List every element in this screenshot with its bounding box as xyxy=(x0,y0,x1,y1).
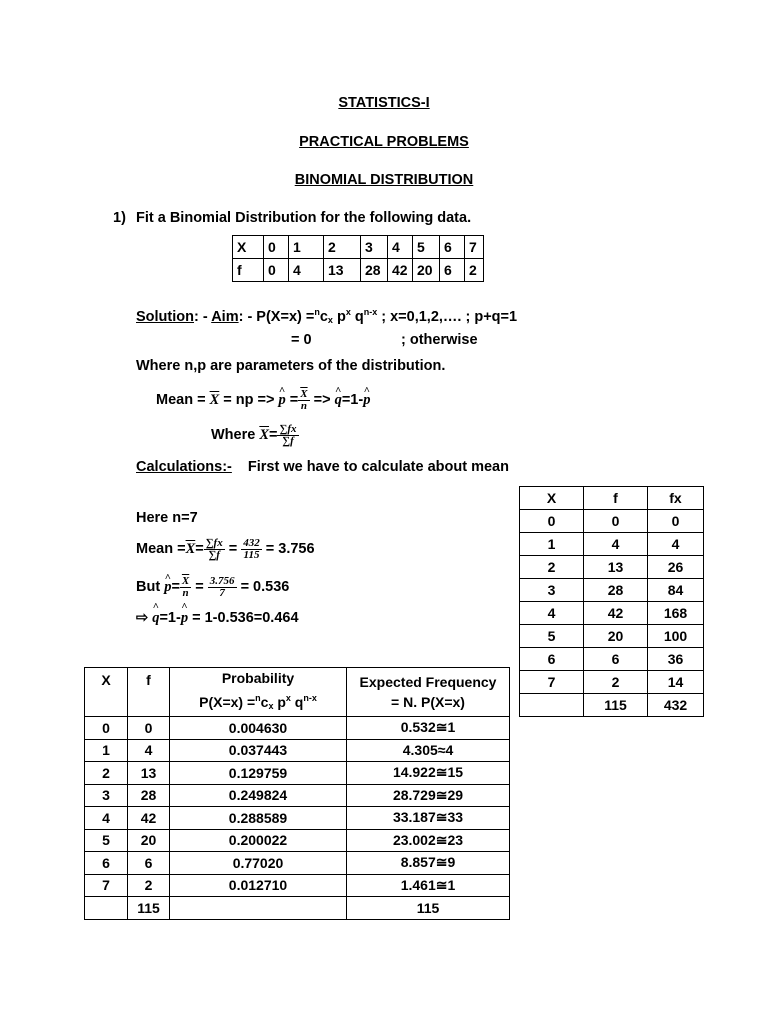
frac-den: 7 xyxy=(219,586,225,599)
f-cell: 0 xyxy=(264,259,289,282)
table-row xyxy=(85,807,510,830)
fx-header-fx: fx xyxy=(648,487,704,510)
x-cell: 2 xyxy=(324,236,361,259)
table-cell: 6 xyxy=(584,648,648,671)
table-row xyxy=(85,829,510,852)
table-cell: 168 xyxy=(648,602,704,625)
aim-formula-start: : - P(X=x) = xyxy=(238,309,315,325)
table-row xyxy=(85,784,510,807)
hp-q: q xyxy=(290,694,304,710)
parameters-text: Where n,p are parameters of the distribution. xyxy=(136,358,446,374)
table-cell: 1.461≅1 xyxy=(347,874,510,897)
p-hat-symbol: ^ p xyxy=(164,569,171,605)
frac-num: ∑fx xyxy=(205,536,223,549)
question-number: 1) xyxy=(113,210,126,226)
calculations-text: First we have to calculate about mean xyxy=(247,459,509,475)
probability-table xyxy=(84,667,510,920)
table-row xyxy=(85,762,510,785)
otherwise-text: ; otherwise xyxy=(401,332,478,348)
hp-px: x xyxy=(285,693,291,703)
q-result: = 1-0.536=0.464 xyxy=(188,610,299,626)
table-cell: 4 xyxy=(584,533,648,556)
table-cell: 0.129759 xyxy=(170,762,347,785)
table-cell: 0 xyxy=(520,510,584,533)
totals-row xyxy=(85,897,510,920)
frac-num: 3.756 xyxy=(209,574,235,587)
mean-label: Mean = xyxy=(156,392,210,408)
mean-eq: = xyxy=(285,392,299,408)
x-cell: 4 xyxy=(388,236,413,259)
table-cell: 3 xyxy=(520,579,584,602)
header-expected-line1: Expected Frequency xyxy=(359,674,497,690)
calculations-line xyxy=(136,459,509,475)
hp-a: P(X=x) = xyxy=(199,694,256,710)
table-row xyxy=(520,510,704,533)
mean-eq: = xyxy=(228,541,238,557)
solution-sep: : - xyxy=(194,309,212,325)
table-cell: 1 xyxy=(85,739,128,762)
where-label: Where xyxy=(211,427,260,443)
x-header: X xyxy=(233,236,264,259)
title-binomial-distribution: BINOMIAL DISTRIBUTION xyxy=(294,172,474,188)
question-text: Fit a Binomial Distribution for the following data. xyxy=(136,210,472,226)
table-cell: 28 xyxy=(128,784,170,807)
sum-fraction xyxy=(204,538,225,561)
here-n-text: Here n=7 xyxy=(136,510,198,526)
table-row xyxy=(233,259,484,282)
f-cell: 42 xyxy=(388,259,413,282)
table-cell: 14.922≅15 xyxy=(347,762,510,785)
table-cell: 7 xyxy=(520,671,584,694)
p-hat-symbol: ^ p xyxy=(279,383,286,417)
f-cell: 28 xyxy=(361,259,388,282)
mean-mid: = np => xyxy=(219,392,279,408)
table-cell: 28.729≅29 xyxy=(347,784,510,807)
table-cell xyxy=(520,694,584,717)
x-cell: 1 xyxy=(289,236,324,259)
table-cell: 5 xyxy=(520,625,584,648)
table-row xyxy=(520,648,704,671)
table-cell: 5 xyxy=(85,829,128,852)
value-fraction xyxy=(241,538,262,561)
sum-fraction xyxy=(277,424,298,447)
xbar-symbol: $\overline{X}$ xyxy=(185,541,196,557)
table-cell: 1 xyxy=(520,533,584,556)
q-calculation xyxy=(136,610,299,627)
p-calculation xyxy=(136,569,289,605)
x-cell: 6 xyxy=(440,236,465,259)
mean-eq-sign: = xyxy=(195,541,204,557)
table-cell: 4 xyxy=(85,807,128,830)
header-probability xyxy=(170,668,347,717)
table-cell: 0.249824 xyxy=(170,784,347,807)
solution-aim-line xyxy=(136,307,517,325)
table-cell: 4 xyxy=(648,533,704,556)
table-cell: 13 xyxy=(128,762,170,785)
table-cell: 4 xyxy=(520,602,584,625)
hp-qx: n-x xyxy=(303,693,317,703)
table-cell: 2 xyxy=(128,874,170,897)
table-row xyxy=(85,717,510,740)
total-f: 115 xyxy=(584,694,648,717)
totals-row xyxy=(520,694,704,717)
header-f: f xyxy=(128,668,170,717)
hp-x: x xyxy=(268,701,274,711)
frac-num: 432 xyxy=(243,536,260,549)
arrow-icon: ⇨ xyxy=(136,610,149,626)
f-cell: 13 xyxy=(324,259,361,282)
table-cell: 2 xyxy=(85,762,128,785)
table-row xyxy=(520,533,704,556)
fx-header-f: f xyxy=(584,487,648,510)
table-cell: 100 xyxy=(648,625,704,648)
q-hat-symbol: ^ q xyxy=(335,383,342,417)
hp-p: p xyxy=(273,694,286,710)
pmf-q: q xyxy=(350,309,364,325)
total-fx: 432 xyxy=(648,694,704,717)
where-eq: = xyxy=(269,427,278,443)
xbar-over-n-fraction xyxy=(180,576,191,599)
mean-result: = 3.756 xyxy=(265,541,315,557)
fx-header-x: X xyxy=(520,487,584,510)
table-cell: 23.002≅23 xyxy=(347,829,510,852)
p-eq-sign: = xyxy=(171,579,180,595)
xbar-symbol: $\overline{X}$ xyxy=(259,427,270,443)
table-row xyxy=(520,487,704,510)
hp-n: n xyxy=(255,693,261,703)
mean-q: =1- xyxy=(341,392,364,408)
total-f: 115 xyxy=(128,897,170,920)
header-probability-line2 xyxy=(170,688,346,716)
pmf-px: x xyxy=(345,307,351,317)
hp-c: c xyxy=(260,694,269,710)
p-result: = 0.536 xyxy=(240,579,290,595)
mean-arrow: => xyxy=(309,392,335,408)
table-row xyxy=(520,579,704,602)
table-cell: 84 xyxy=(648,579,704,602)
frac-num: $\overline{X}$ xyxy=(181,574,190,587)
title-statistics: STATISTICS-I xyxy=(338,95,430,111)
frequency-data-table xyxy=(232,235,484,282)
f-cell: 4 xyxy=(289,259,324,282)
otherwise-eq: = 0 xyxy=(291,332,312,348)
table-cell: 0 xyxy=(85,717,128,740)
table-cell: 42 xyxy=(584,602,648,625)
table-cell: 3 xyxy=(85,784,128,807)
table-row xyxy=(85,874,510,897)
x-cell: 7 xyxy=(465,236,484,259)
table-cell: 8.857≅9 xyxy=(347,852,510,875)
table-cell: 33.187≅33 xyxy=(347,807,510,830)
pmf-x: x xyxy=(327,315,333,325)
table-cell: 20 xyxy=(584,625,648,648)
table-cell: 0 xyxy=(648,510,704,533)
table-row xyxy=(85,739,510,762)
table-cell: 0 xyxy=(128,717,170,740)
frac-den: ∑f xyxy=(282,434,294,447)
frac-num: $\overline{X}$ xyxy=(300,387,308,400)
table-cell: 4.305≈4 xyxy=(347,739,510,762)
xbar-symbol: $\overline{X}$ xyxy=(209,392,220,408)
table-cell: 0.012710 xyxy=(170,874,347,897)
calculations-label: Calculations:- xyxy=(136,459,232,475)
f-cell: 2 xyxy=(465,259,484,282)
frac-num: ∑fx xyxy=(279,422,297,435)
table-cell: 36 xyxy=(648,648,704,671)
x-cell: 0 xyxy=(264,236,289,259)
p-hat-symbol: ^ p xyxy=(363,383,370,417)
but-prefix: But xyxy=(136,579,165,595)
total-expected: 115 xyxy=(347,897,510,920)
table-cell: 0 xyxy=(584,510,648,533)
p-hat-symbol: ^ p xyxy=(181,610,188,627)
table-cell: 2 xyxy=(584,671,648,694)
frac-den: ∑f xyxy=(208,548,220,561)
header-expected-frequency xyxy=(347,668,510,717)
q-text: =1- xyxy=(159,610,181,626)
aim-label: Aim xyxy=(211,309,239,325)
table-cell: 0.004630 xyxy=(170,717,347,740)
table-cell: 42 xyxy=(128,807,170,830)
value-fraction xyxy=(208,576,237,599)
where-formula xyxy=(211,418,299,452)
table-cell xyxy=(85,897,128,920)
table-row xyxy=(520,625,704,648)
header-expected-line2: = N. P(X=x) xyxy=(391,694,465,710)
x-cell: 5 xyxy=(413,236,440,259)
table-row xyxy=(233,236,484,259)
table-cell: 6 xyxy=(520,648,584,671)
solution-label: Solution xyxy=(136,309,194,325)
pmf-n: n xyxy=(314,307,320,317)
mean-formula xyxy=(156,383,370,417)
table-row xyxy=(85,852,510,875)
but-eq: = xyxy=(195,579,204,595)
table-cell: 0.200022 xyxy=(170,829,347,852)
table-row xyxy=(520,671,704,694)
table-cell xyxy=(170,897,347,920)
table-header-row xyxy=(85,668,510,717)
f-cell: 6 xyxy=(440,259,465,282)
table-cell: 4 xyxy=(128,739,170,762)
pmf-tail: ; x=0,1,2,…. ; p+q=1 xyxy=(377,309,518,325)
table-cell: 14 xyxy=(648,671,704,694)
table-cell: 6 xyxy=(128,852,170,875)
table-cell: 2 xyxy=(520,556,584,579)
table-cell: 0.288589 xyxy=(170,807,347,830)
mean-prefix: Mean = xyxy=(136,541,186,557)
table-row xyxy=(520,556,704,579)
table-cell: 28 xyxy=(584,579,648,602)
frac-den: n xyxy=(298,400,309,412)
table-cell: 7 xyxy=(85,874,128,897)
table-cell: 26 xyxy=(648,556,704,579)
table-row xyxy=(520,602,704,625)
f-header: f xyxy=(233,259,264,282)
q-hat-symbol: ^ q xyxy=(152,610,159,627)
xbar-over-n-fraction xyxy=(298,389,309,412)
x-cell: 3 xyxy=(361,236,388,259)
pmf-p: p xyxy=(332,309,346,325)
pmf-c: c xyxy=(319,309,328,325)
table-cell: 0.037443 xyxy=(170,739,347,762)
table-cell: 0.77020 xyxy=(170,852,347,875)
header-x: X xyxy=(85,668,128,717)
mean-calculation xyxy=(136,531,315,567)
table-cell: 13 xyxy=(584,556,648,579)
frac-den: n xyxy=(180,587,191,599)
pmf-qx: n-x xyxy=(363,307,378,317)
table-cell: 6 xyxy=(85,852,128,875)
fx-table xyxy=(519,486,704,717)
header-probability-line1: Probability xyxy=(221,670,295,686)
table-cell: 20 xyxy=(128,829,170,852)
frac-den: 115 xyxy=(243,548,260,561)
table-cell: 0.532≅1 xyxy=(347,717,510,740)
f-cell: 20 xyxy=(413,259,440,282)
title-practical-problems: PRACTICAL PROBLEMS xyxy=(299,134,469,150)
